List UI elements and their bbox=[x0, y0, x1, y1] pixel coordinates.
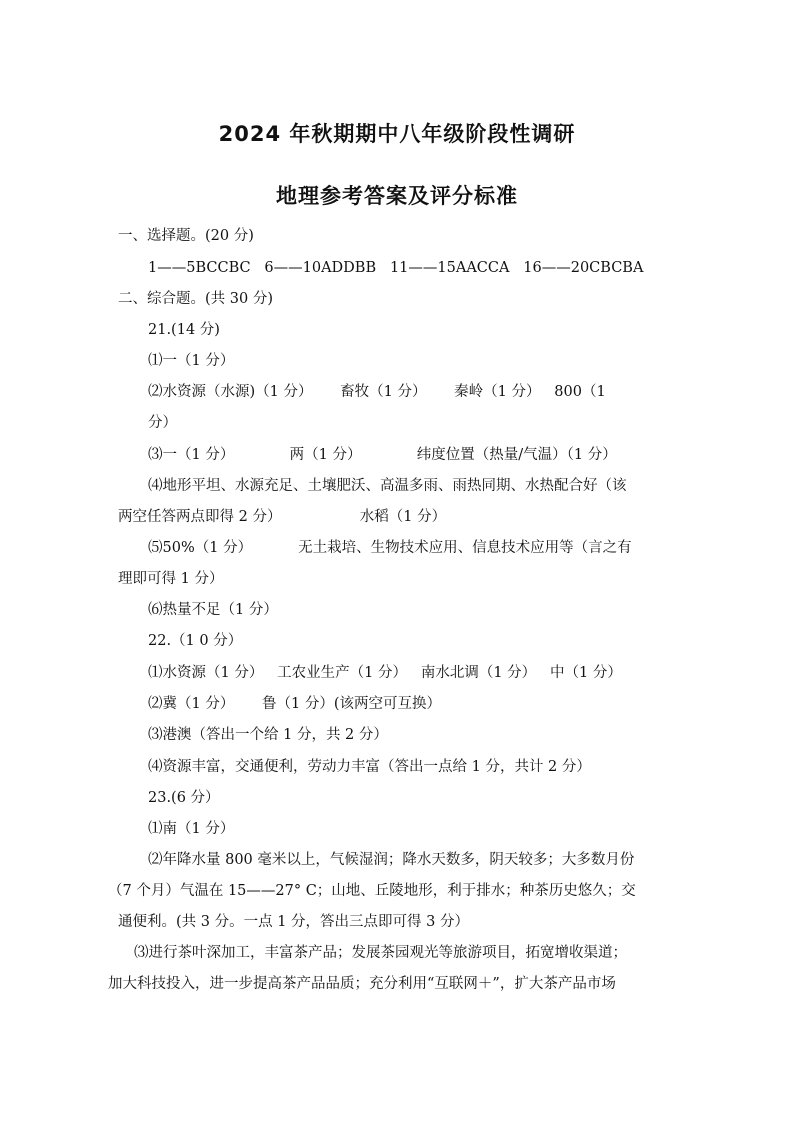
document-subtitle: 地理参考答案及评分标准 bbox=[276, 184, 518, 208]
answer-22-2: ⑵冀（1 分） 鲁（1 分）(该两空可互换） bbox=[148, 696, 441, 712]
answer-23-2-cont1: （7 个月）气温在 15——27° C；山地、丘陵地形，利于排水；种茶历史悠久；交 bbox=[108, 883, 636, 899]
answer-23-3-cont: 加大科技投入，进一步提高茶产品品质；充分利用“互联网＋”，扩大茶产品市场 bbox=[108, 976, 616, 992]
answer-22-3: ⑶港澳（答出一个给 1 分，共 2 分） bbox=[148, 727, 388, 743]
answer-21-5-cont: 理即可得 1 分） bbox=[118, 571, 224, 587]
answer-23-2-cont2: 通便利。(共 3 分。一点 1 分，答出三点即可得 3 分） bbox=[118, 914, 469, 930]
answer-21-4: ⑷地形平坦、水源充足、土壤肥沃、高温多雨、雨热同期、水热配合好（该 bbox=[148, 478, 627, 494]
answer-21-1: ⑴一（1 分） bbox=[148, 353, 235, 369]
answer-21-6: ⑹热量不足（1 分） bbox=[148, 602, 278, 618]
question-23-heading: 23.(6 分） bbox=[148, 790, 220, 806]
answer-21-4-cont: 两空任答两点即得 2 分） 水稻（1 分） bbox=[118, 509, 447, 525]
answer-22-4: ⑷资源丰富，交通便利，劳动力丰富（答出一点给 1 分，共计 2 分） bbox=[148, 759, 591, 775]
answer-21-3: ⑶一（1 分） 两（1 分） 纬度位置（热量/气温）（1 分） bbox=[148, 447, 617, 463]
answer-21-2-cont: 分） bbox=[148, 415, 177, 431]
answer-23-3: ⑶进行茶叶深加工，丰富茶产品；发展茶园观光等旅游项目，拓宽增收渠道； bbox=[134, 945, 627, 961]
section-heading-comprehensive: 二、综合题。(共 30 分) bbox=[118, 291, 273, 307]
answer-23-2: ⑵年降水量 800 毫米以上，气候湿润；降水天数多，阴天较多；大多数月份 bbox=[148, 852, 635, 868]
choice-answers: 1——5BCCBC 6——10ADDBB 11——15AACCA 16——20CBCBA bbox=[148, 260, 644, 276]
question-21-heading: 21.(14 分) bbox=[148, 322, 220, 338]
answer-23-1: ⑴南（1 分） bbox=[148, 821, 235, 837]
answer-21-5: ⑸50%（1 分） 无土栽培、生物技术应用、信息技术应用等（言之有 bbox=[148, 540, 632, 556]
section-heading-choice: 一、选择题。(20 分) bbox=[118, 228, 254, 244]
document-title: 2024 年秋期期中八年级阶段性调研 bbox=[218, 122, 576, 146]
question-22-heading: 22.（1 0 分） bbox=[148, 633, 243, 649]
answer-21-2: ⑵水资源（水源)（1 分） 畜牧（1 分） 秦岭（1 分） 800（1 bbox=[148, 384, 606, 400]
answer-22-1: ⑴水资源（1 分） 工农业生产（1 分） 南水北调（1 分） 中（1 分） bbox=[148, 665, 622, 681]
